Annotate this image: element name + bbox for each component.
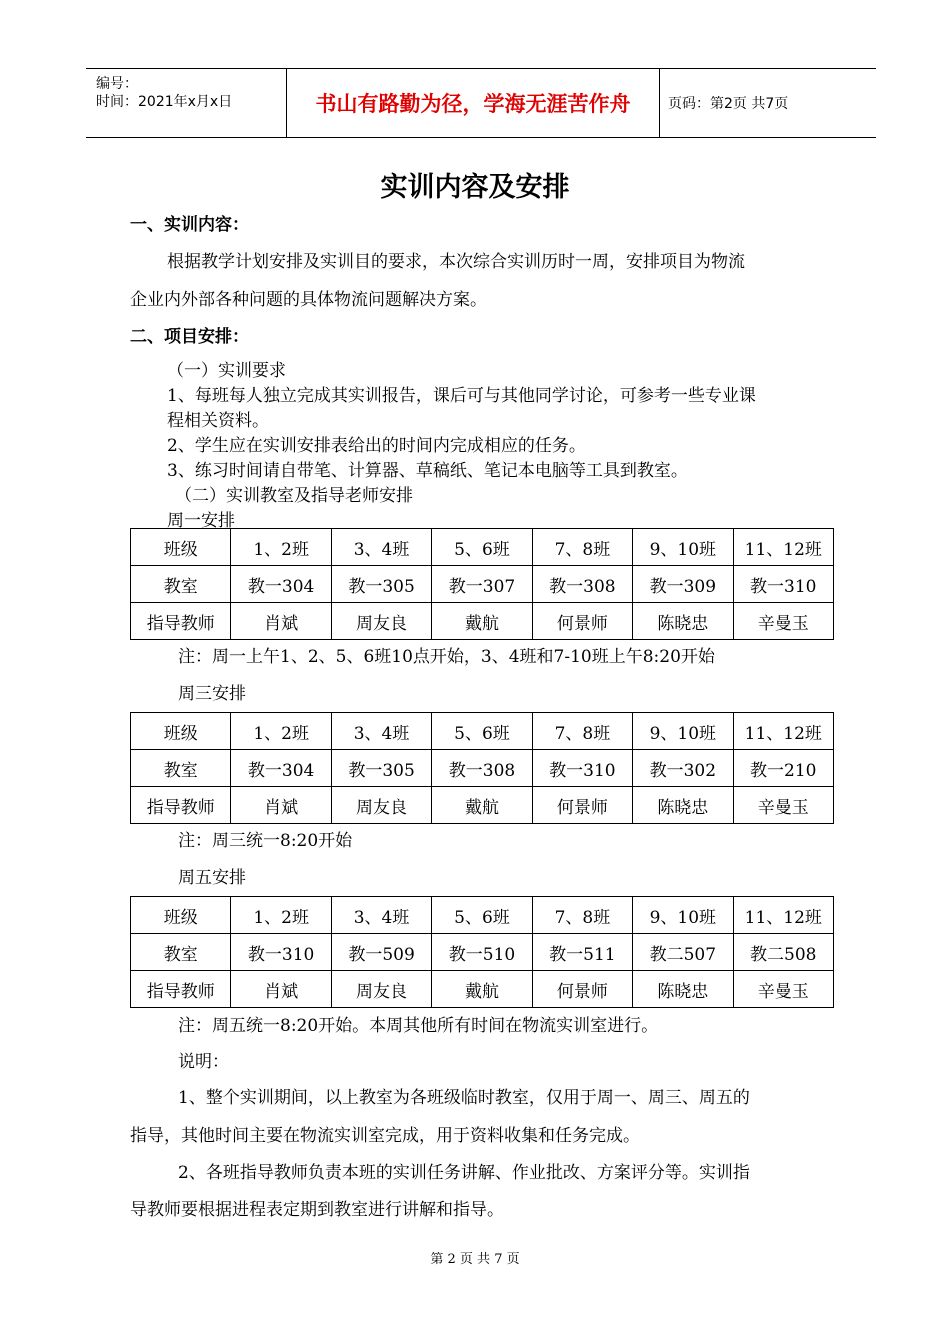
table-row [131,971,834,1008]
time-label: 时间：2021年x月x日 [96,94,233,110]
section1-heading: 一、实训内容： [130,215,249,235]
table-cell: 辛曼玉 [733,787,833,824]
table-cell: 教室 [131,566,231,603]
header-info-cell [86,69,287,137]
schedule-title: 周一安排 [167,511,235,531]
note-1-line1: 1、整个实训期间，以上教室为各班级临时教室，仅用于周一、周三、周五的 [178,1088,750,1108]
requirement-3: 3、练习时间请自带笔、计算器、草稿纸、笔记本电脑等工具到教室。 [167,461,688,481]
table-cell: 教一511 [532,934,632,971]
table-cell: 戴航 [432,787,532,824]
header-page-number: 页码：第2页 共7页 [668,96,789,112]
table-cell: 教室 [131,750,231,787]
table-cell: 陈晓忠 [633,603,733,640]
page-header [86,68,876,138]
section2-heading: 二、项目安排： [130,327,249,347]
requirement-1-line2: 程相关资料。 [167,411,269,431]
table-cell: 辛曼玉 [733,971,833,1008]
table-cell: 5、6班 [432,897,532,934]
table-cell: 教一304 [231,566,331,603]
table-row [131,750,834,787]
table-cell: 7、8班 [532,897,632,934]
table-cell: 教二508 [733,934,833,971]
table-cell: 肖斌 [231,603,331,640]
schedule-table-wednesday [130,712,834,824]
table-cell: 教二507 [633,934,733,971]
table-cell: 何景师 [532,603,632,640]
table-cell: 教一304 [231,750,331,787]
table-cell: 何景师 [532,971,632,1008]
note-2-line2: 导教师要根据进程表定期到教室进行讲解和指导。 [130,1200,504,1220]
table-cell: 9、10班 [633,529,733,566]
table-cell: 肖斌 [231,971,331,1008]
table-cell: 戴航 [432,603,532,640]
table-cell: 3、4班 [331,529,431,566]
table-cell: 11、12班 [733,897,833,934]
table-cell: 7、8班 [532,713,632,750]
section1-paragraph-line1: 根据教学计划安排及实训目的要求，本次综合实训历时一周，安排项目为物流 [167,252,745,272]
table-row [131,529,834,566]
schedule-table-monday [130,528,834,640]
schedule-title: 周五安排 [178,868,246,888]
table-cell: 教一309 [633,566,733,603]
page-footer: 第 2 页 共 7 页 [430,1252,520,1267]
table-cell: 9、10班 [633,897,733,934]
table-cell: 教一310 [733,566,833,603]
document-title: 实训内容及安排 [380,172,570,203]
table-cell: 戴航 [432,971,532,1008]
table-cell: 指导教师 [131,787,231,824]
table-cell: 指导教师 [131,971,231,1008]
table-row [131,603,834,640]
table-cell: 11、12班 [733,529,833,566]
table-cell: 陈晓忠 [633,971,733,1008]
table-cell: 何景师 [532,787,632,824]
requirements-heading: （一）实训要求 [167,361,286,381]
table-cell: 指导教师 [131,603,231,640]
table-cell: 教一210 [733,750,833,787]
table-cell: 周友良 [331,787,431,824]
requirement-1-line1: 1、每班每人独立完成其实训报告，课后可与其他同学讨论，可参考一些专业课 [167,386,756,406]
table-cell: 周友良 [331,603,431,640]
note-1-line2: 指导，其他时间主要在物流实训室完成，用于资料收集和任务完成。 [130,1126,640,1146]
table-cell: 教一305 [331,566,431,603]
table-cell: 班级 [131,529,231,566]
table-cell: 班级 [131,897,231,934]
schedule-note: 注：周三统一8:20开始 [178,831,353,851]
section1-paragraph-line2: 企业内外部各种问题的具体物流问题解决方案。 [130,290,487,310]
requirement-2: 2、学生应在实训安排表给出的时间内完成相应的任务。 [167,436,586,456]
schedule-note: 注：周一上午1、2、5、6班10点开始，3、4班和7-10班上午8:20开始 [178,647,715,667]
table-cell: 教一302 [633,750,733,787]
table-cell: 7、8班 [532,529,632,566]
table-cell: 陈晓忠 [633,787,733,824]
table-cell: 教一308 [532,566,632,603]
table-cell: 教一310 [231,934,331,971]
table-cell: 辛曼玉 [733,603,833,640]
table-cell: 1、2班 [231,713,331,750]
room-arrangement-heading: （二）实训教室及指导老师安排 [175,486,413,506]
table-cell: 肖斌 [231,787,331,824]
schedule-note: 注：周五统一8:20开始。本周其他所有时间在物流实训室进行。 [178,1016,659,1036]
table-cell: 3、4班 [331,713,431,750]
table-cell: 1、2班 [231,897,331,934]
number-label: 编号： [96,76,138,92]
table-cell: 周友良 [331,971,431,1008]
table-cell: 教一509 [331,934,431,971]
table-cell: 教一307 [432,566,532,603]
table-cell: 教一305 [331,750,431,787]
table-row [131,787,834,824]
table-row [131,566,834,603]
table-cell: 教室 [131,934,231,971]
table-cell: 3、4班 [331,897,431,934]
table-cell: 教一310 [532,750,632,787]
table-cell: 11、12班 [733,713,833,750]
notes-heading: 说明： [178,1052,229,1072]
table-row [131,934,834,971]
header-motto: 书山有路勤为径，学海无涯苦作舟 [287,69,660,137]
table-cell: 1、2班 [231,529,331,566]
table-cell: 9、10班 [633,713,733,750]
table-cell: 5、6班 [432,529,532,566]
note-2-line1: 2、各班指导教师负责本班的实训任务讲解、作业批改、方案评分等。实训指 [178,1163,750,1183]
table-cell: 教一308 [432,750,532,787]
schedule-table-friday [130,896,834,1008]
schedule-title: 周三安排 [178,684,246,704]
table-cell: 教一510 [432,934,532,971]
table-row [131,897,834,934]
table-row [131,713,834,750]
table-cell: 5、6班 [432,713,532,750]
table-cell: 班级 [131,713,231,750]
